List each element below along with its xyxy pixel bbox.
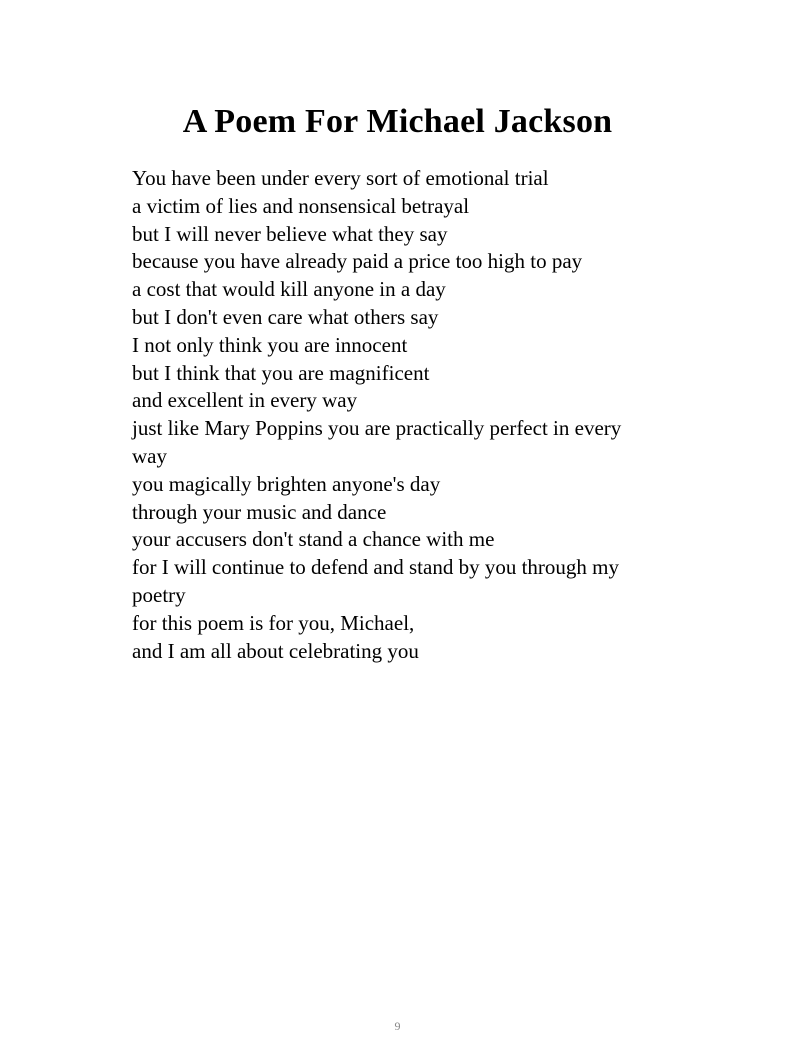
poem-line: but I will never believe what they say (132, 221, 448, 246)
poem-line: you magically brighten anyone's day (132, 471, 441, 496)
poem-line: because you have already paid a price too high to pay (132, 249, 583, 274)
poem-line: for I will continue to defend and stand by you through my (132, 555, 619, 580)
poem-line: for this poem is for you, Michael, (132, 610, 415, 635)
poem-line: your accusers don't stand a chance with me (132, 527, 495, 552)
page-number: 9 (394, 1019, 401, 1033)
poem-line: a victim of lies and nonsensical betrayal (132, 193, 470, 218)
poem-line: I not only think you are innocent (132, 332, 408, 357)
poem-line: way (132, 443, 167, 468)
poem-line: You have been under every sort of emotional trial (132, 166, 549, 190)
poem-body (132, 165, 677, 665)
poem-line: and excellent in every way (132, 388, 358, 413)
poem-line: but I think that you are magnificent (132, 360, 430, 385)
poem-title: A Poem For Michael Jackson (182, 103, 613, 140)
poem-line: poetry (132, 582, 186, 607)
poem-line: through your music and dance (132, 499, 387, 524)
poem-line: but I don't even care what others say (132, 304, 439, 329)
poem-line: a cost that would kill anyone in a day (132, 277, 446, 302)
poem-line: and I am all about celebrating you (132, 638, 419, 663)
poem-line: just like Mary Poppins you are practically perfect in every (132, 416, 622, 441)
